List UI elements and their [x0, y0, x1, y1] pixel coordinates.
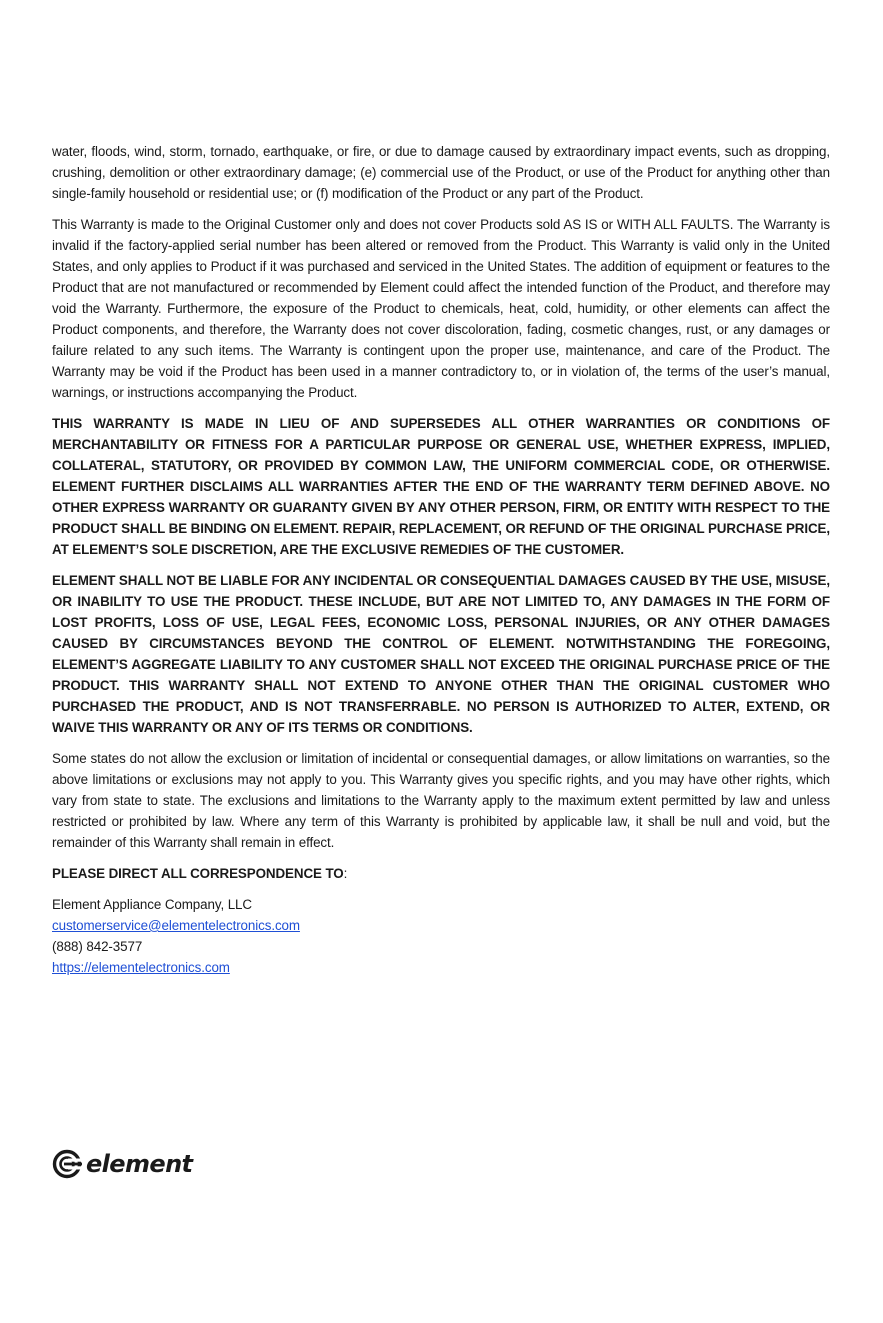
- website-link[interactable]: https://elementelectronics.com: [52, 960, 230, 975]
- company-name: Element Appliance Company, LLC: [52, 897, 252, 912]
- element-logo: [52, 1146, 192, 1182]
- element-wordmark: element: [86, 1150, 193, 1178]
- paragraph-warranty-scope: This Warranty is made to the Original Customer only and does not cover Products sold AS IS or WITH ALL FAULTS. The Warranty is invalid if the factory-applied serial number has been altered or removed from the Product. This Warranty is valid only in the United States, and only applies to Product if it was purchased and serviced in the United States. The addition of equipment or features to the Product that are not manufactured or recommended by Element could affect the intended function of the Product, and therefore may void the Warranty. Furthermore, the exposure of the Product to chemicals, heat, cold, humidity, or other elements can affect the Product components, and therefore, the Warranty does not cover discoloration, fading, cosmetic changes, rust, or any damages or failure related to any such items. The Warranty is contingent upon the proper use, maintenance, and care of the Product. The Warranty may be void if the Product has been used in a manner contradictory to, or in violation of, the terms of the user’s manual, warnings, or instructions accompanying the Product.: [52, 217, 830, 400]
- paragraph-disclaimer: THIS WARRANTY IS MADE IN LIEU OF AND SUPERSEDES ALL OTHER WARRANTIES OR CONDITIONS OF MERCHANTABILITY OR FITNESS FOR A PARTICULAR PURPOSE OR GENERAL USE, WHETHER EXPRESS, IMPLIED, COLLATERAL, STATUTORY, OR PROVIDED BY COMMON LAW, THE UNIFORM COMMERCIAL CODE, OR OTHERWISE. ELEMENT FURTHER DISCLAIMS ALL WARRANTIES AFTER THE END OF THE WARRANTY TERM DEFINED ABOVE. NO OTHER EXPRESS WARRANTY OR GUARANTY GIVEN BY ANY OTHER PERSON, FIRM, OR ENTITY WITH RESPECT TO THE PRODUCT SHALL BE BINDING ON ELEMENT. REPAIR, REPLACEMENT, OR REFUND OF THE ORIGINAL PURCHASE PRICE, AT ELEMENT’S SOLE DISCRETION, ARE THE EXCLUSIVE REMEDIES OF THE CUSTOMER.: [52, 416, 830, 557]
- paragraph-state-rights: Some states do not allow the exclusion or limitation of incidental or consequential damages, or allow limitations on warranties, so the above limitations or exclusions may not apply to you. This Warranty gives you specific rights, and you may have other rights, which vary from state to state. The exclusions and limitations to the Warranty apply to the maximum extent permitted by law and unless restricted or prohibited by law. Where any term of this Warranty is prohibited by applicable law, it shall be null and void, but the remainder of this Warranty shall remain in effect.: [52, 751, 830, 850]
- contact-block: [52, 894, 830, 978]
- paragraph-exclusions: water, floods, wind, storm, tornado, earthquake, or fire, or due to damage caused by extraordinary impact events, such as dropping, crushing, demolition or other extraordinary damage; (e) commercial use of the Product, or use of the Product for anything other than single-family household or residential use; or (f) modification of the Product or any part of the Product.: [52, 144, 830, 201]
- element-logo-icon: [52, 1149, 82, 1179]
- email-link[interactable]: customerservice@elementelectronics.com: [52, 918, 300, 933]
- paragraph-liability: ELEMENT SHALL NOT BE LIABLE FOR ANY INCIDENTAL OR CONSEQUENTIAL DAMAGES CAUSED BY THE USE, MISUSE, OR INABILITY TO USE THE PRODUCT. THESE INCLUDE, BUT ARE NOT LIMITED TO, ANY DAMAGES IN THE FORM OF LOST PROFITS, LOSS OF USE, LEGAL FEES, ECONOMIC LOSS, PERSONAL INJURIES, OR ANY OTHER DAMAGES CAUSED BY CIRCUMSTANCES BEYOND THE CONTROL OF ELEMENT. NOTWITHSTANDING THE FOREGOING, ELEMENT’S AGGREGATE LIABILITY TO ANY CUSTOMER SHALL NOT EXCEED THE ORIGINAL PURCHASE PRICE OF THE PRODUCT. THIS WARRANTY SHALL NOT EXTEND TO ANYONE OTHER THAN THE ORIGINAL CUSTOMER WHO PURCHASED THE PRODUCT, AND IS NOT TRANSFERRABLE. NO PERSON IS AUTHORIZED TO ALTER, EXTEND, OR WAIVE THIS WARRANTY OR ANY OF ITS TERMS OR CONDITIONS.: [52, 573, 830, 735]
- correspondence-heading-text: PLEASE DIRECT ALL CORRESPONDENCE TO: [52, 866, 344, 881]
- correspondence-heading-colon: :: [343, 866, 348, 881]
- warranty-text: [52, 141, 830, 978]
- correspondence-heading: [52, 863, 830, 884]
- phone-number: (888) 842-3577: [52, 939, 143, 954]
